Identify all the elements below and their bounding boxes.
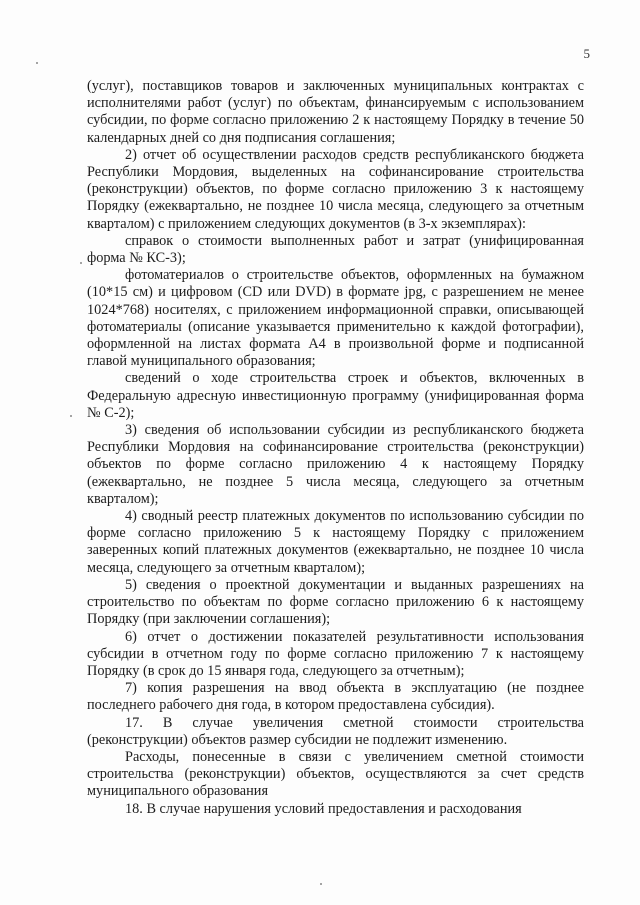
paragraph-ks3-reference: справок о стоимости выполненных работ и затрат (унифицированная форма № КС-3); — [87, 232, 584, 267]
paragraph-continuation: (услуг), поставщиков товаров и заключенных муниципальных контрактах с исполнителями работ (услуг) по объектам, финансируемым с использованием субсидии, по форме согласно приложению 2 к настоящему Порядку в течение 50 календарных дней со дня подписания соглашения; — [87, 78, 584, 146]
paragraph-photo-materials: фотоматериалов о строительстве объектов, оформленных на бумажном (10*15 см) и цифровом (CD или DVD) в формате jpg, с разрешением не менее 1024*768) носителях, с приложением информационной справки, описывающей фотоматериалы (описание указывается применительно к каждой фотографии), оформленной на листах формата А4 в произвольной форме и подписанной главой муниципального образования; — [87, 267, 584, 370]
scan-speck — [80, 262, 82, 264]
scan-speck — [36, 62, 38, 64]
paragraph-item-7: 7) копия разрешения на ввод объекта в эксплуатацию (не позднее последнего рабочего дня года, в котором предоставлена субсидия). — [87, 680, 584, 714]
paragraph-c2-reference: сведений о ходе строительства строек и объектов, включенных в Федеральную адресную инвестиционную программу (унифицированная форма № С-2); — [87, 370, 584, 421]
page-number: 5 — [583, 46, 590, 61]
paragraph-clause-17: 17. В случае увеличения сметной стоимости строительства (реконструкции) объектов размер субсидии не подлежит изменению. — [87, 714, 584, 748]
paragraph-item-5: 5) сведения о проектной документации и выданных разрешениях на строительство по объектам по форме согласно приложению 6 к настоящему Порядку (при заключении соглашения); — [87, 576, 584, 628]
document-body — [87, 78, 584, 818]
scan-speck — [320, 883, 322, 885]
paragraph-clause-18: 18. В случае нарушения условий предоставления и расходования — [125, 800, 522, 817]
scan-speck — [70, 415, 72, 417]
paragraph-expenses: Расходы, понесенные в связи с увеличением сметной стоимости строительства (реконструкции) объектов, осуществляются за счет средств муниципального образования — [87, 748, 584, 800]
paragraph-item-6: 6) отчет о достижении показателей результативности использования субсидии в отчетном году по форме согласно приложению 7 к настоящему Порядку (в срок до 15 января года, следующего за отчетным); — [87, 628, 584, 679]
paragraph-item-4: 4) сводный реестр платежных документов по использованию субсидии по форме согласно приложению 5 к настоящему Порядку с приложением заверенных копий платежных документов (ежеквартально, не позднее 10 числа месяца, следующего за отчетным кварталом); — [87, 508, 584, 576]
paragraph-item-2: 2) отчет об осуществлении расходов средств республиканского бюджета Республики Мордовия, выделенных на софинансирование строительства (реконструкции) объектов, по форме согласно приложению 3 к настоящему Порядку (ежеквартально, не позднее 10 числа месяца, следующего за отчетным кварталом) с приложением следующих документов (в 3-х экземплярах): — [87, 146, 584, 232]
paragraph-item-3: 3) сведения об использовании субсидии из республиканского бюджета Республики Мордовия на софинансирование строительства (реконструкции) объектов по форме согласно приложению 4 к настоящему Порядку (ежеквартально, не позднее 5 числа месяца, следующего за отчетным кварталом); — [87, 422, 584, 507]
